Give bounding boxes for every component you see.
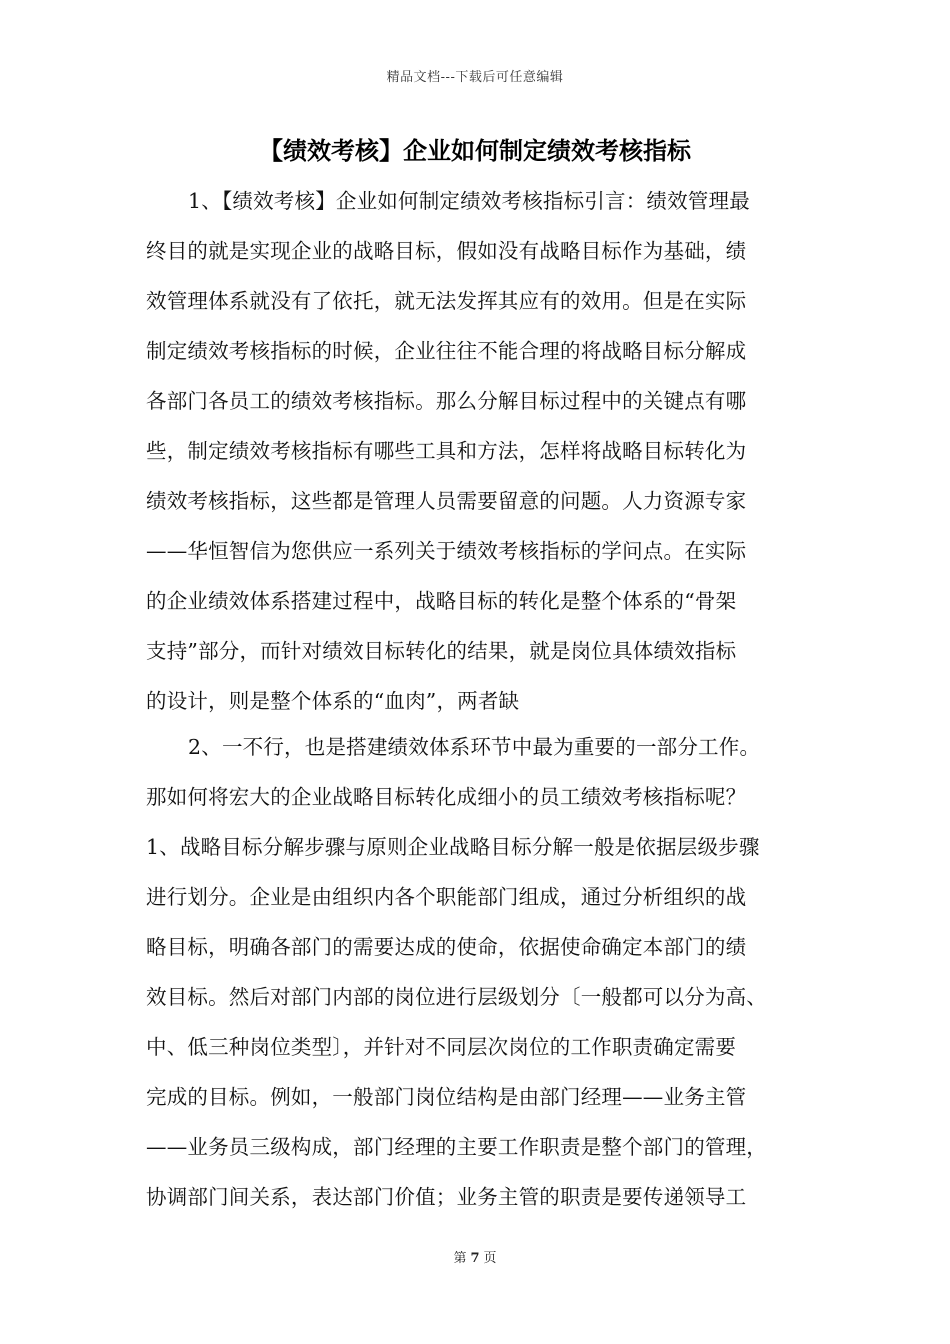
- paragraph-line: 绩效考核指标，这些都是管理人员需要留意的问题。人力资源专家: [146, 489, 747, 513]
- paragraph-line: 进行划分。企业是由组织内各个职能部门组成，通过分析组织的战: [146, 885, 747, 909]
- paragraph-line: 中、低三种岗位类型〕，并针对不同层次岗位的工作职责确定需要: [146, 1035, 737, 1059]
- paragraph-line: ——业务员三级构成，部门经理的主要工作职责是整个部门的管理，: [146, 1135, 767, 1159]
- paragraph-line: 完成的目标。例如，一般部门岗位结构是由部门经理——业务主管: [146, 1085, 747, 1109]
- paragraph-line: 的设计，则是整个体系的“血肉”，两者缺: [146, 689, 520, 713]
- paragraph-line: 各部门各员工的绩效考核指标。那么分解目标过程中的关键点有哪: [146, 389, 747, 413]
- paragraph-line: ——华恒智信为您供应一系列关于绩效考核指标的学问点。在实际: [146, 539, 747, 563]
- paragraph-line: 些，制定绩效考核指标有哪些工具和方法，怎样将战略目标转化为: [146, 439, 747, 463]
- page-footer: [0, 1247, 950, 1266]
- paragraph-2: [146, 722, 836, 1222]
- page-number: 7: [470, 1251, 480, 1266]
- document-title: 【绩效考核】企业如何制定绩效考核指标: [259, 137, 691, 165]
- paragraph-line: 协调部门间关系，表达部门价值；业务主管的职责是要传递领导工: [146, 1185, 747, 1209]
- paragraph-line: 效管理体系就没有了依托，就无法发挥其应有的效用。但是在实际: [146, 289, 747, 313]
- paragraph-line: 1、战略目标分解步骤与原则企业战略目标分解一般是依据层级步骤: [146, 835, 760, 859]
- paragraph-line: 制定绩效考核指标的时候，企业往往不能合理的将战略目标分解成: [146, 339, 747, 363]
- paragraph-line: 效目标。然后对部门内部的岗位进行层级划分〔一般都可以分为高、: [146, 985, 767, 1009]
- paragraph-line: 2、一不行，也是搭建绩效体系环节中最为重要的一部分工作。: [188, 735, 761, 759]
- paragraph-line: 支持”部分，而针对绩效目标转化的结果，就是岗位具体绩效指标: [146, 639, 737, 663]
- paragraph-line: 那如何将宏大的企业战略目标转化成细小的员工绩效考核指标呢？: [146, 785, 747, 809]
- paragraph-line: 略目标，明确各部门的需要达成的使命，依据使命确定本部门的绩: [146, 935, 747, 959]
- paragraph-line: 的企业绩效体系搭建过程中，战略目标的转化是整个体系的“骨架: [146, 589, 737, 613]
- paragraph-line: 1、【绩效考核】企业如何制定绩效考核指标引言：绩效管理最: [188, 189, 750, 213]
- page-header: 精品文档---下载后可任意编辑: [386, 70, 564, 85]
- paragraph-1: [146, 176, 836, 726]
- page-number-prefix: 第: [453, 1251, 467, 1266]
- paragraph-line: 终目的就是实现企业的战略目标，假如没有战略目标作为基础，绩: [146, 239, 747, 263]
- page-number-suffix: 页: [483, 1251, 497, 1266]
